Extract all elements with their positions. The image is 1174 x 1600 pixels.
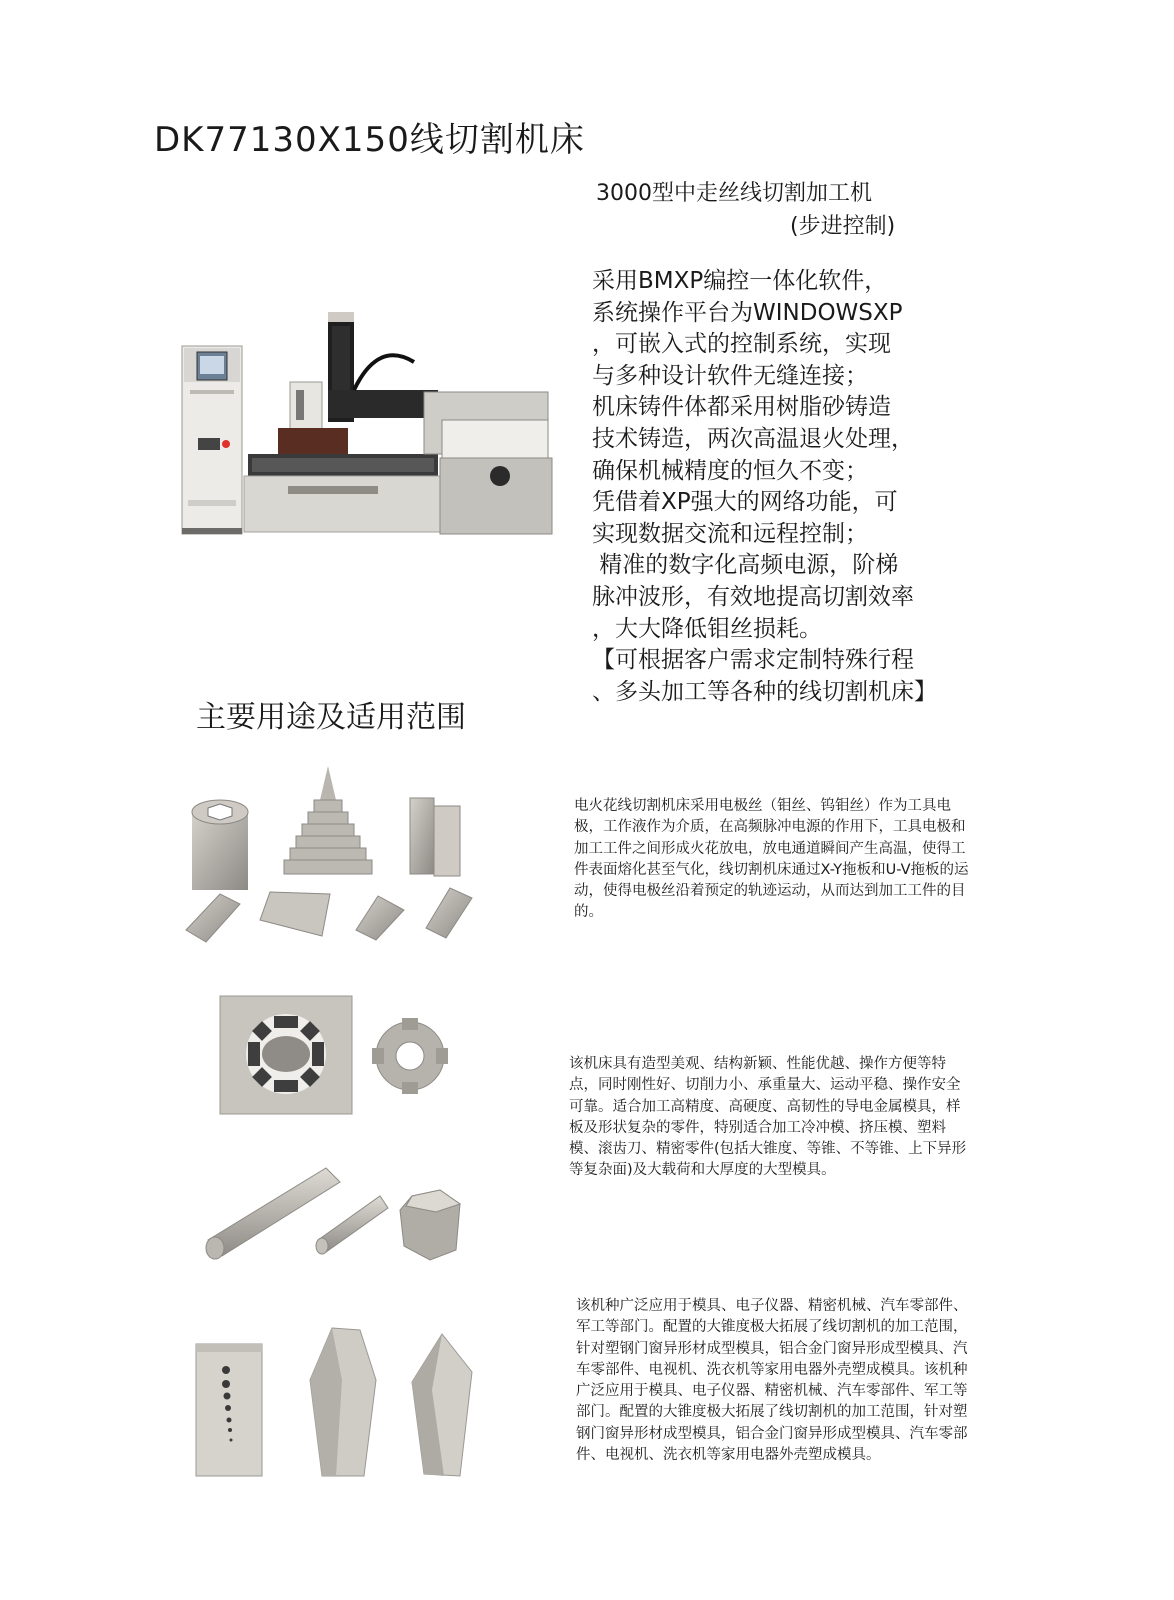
- feature-line: ，大大降低钼丝损耗。: [592, 615, 822, 642]
- sample-parts-image-4: [192, 1320, 482, 1480]
- wire-cut-machine-image: [178, 300, 558, 540]
- machine-model: 3000型中走丝线切割加工机: [596, 181, 872, 206]
- sample-parts-image-2: [214, 990, 464, 1120]
- feature-line: 与多种设计软件无缝连接；: [592, 362, 868, 389]
- feature-line: 采用BMXP编控一体化软件，: [592, 268, 888, 294]
- control-type: (步进控制): [790, 214, 896, 239]
- feature-line: 确保机械精度的恒久不变；: [592, 457, 868, 484]
- feature-line: 精准的数字化高频电源，阶梯: [592, 552, 899, 579]
- feature-line: 机床铸件体都采用树脂砂铸造: [592, 394, 891, 421]
- section-title: 主要用途及适用范围: [196, 700, 466, 735]
- feature-line: 凭借着XP强大的网络功能，可: [592, 489, 898, 516]
- feature-line: 脉冲波形，有效地提高切割效率: [592, 583, 914, 610]
- description-paragraph: 该机种广泛应用于模具、电子仪器、精密机械、汽车零部件、军工等部门。配置的大锥度极大拓展了线切割机的加工范围，针对塑钢门窗异形材成型模具，铝合金门窗异形成型模具、汽车零部件、电视机、洗衣机等家用电器外壳塑成模具。该机种广泛应用于模具、电子仪器、精密机械、汽车零部件、军工等部门。配置的大锥度极大拓展了线切割机的加工范围，针对塑钢门窗异形材成型模具，铝合金门窗异形成型模具、汽车零部件、电视机、洗衣机等家用电器外壳塑成模具。: [576, 1298, 968, 1464]
- feature-line: 技术铸造，两次高温退火处理，: [592, 425, 914, 452]
- feature-line: 【可根据客户需求定制特殊行程: [592, 647, 914, 674]
- feature-list: [592, 266, 964, 708]
- feature-line: ，可嵌入式的控制系统，实现: [592, 331, 891, 358]
- feature-line: 系统操作平台为WINDOWSXP: [592, 299, 903, 326]
- feature-line: 、多头加工等各种的线切割机床】: [592, 678, 937, 705]
- description-paragraph: 电火花线切割机床采用电极丝（钼丝、钨钼丝）作为工具电极，工作液作为介质，在高频脉冲电源的作用下，工具电极和加工工件之间形成火花放电，放电通道瞬间产生高温，使得工件表面熔化甚至气化，线切割机床通过X-Y拖板和U-V拖板的运动，使得电极丝沿着预定的轨迹运动，从而达到加工工件的目的。: [574, 798, 969, 921]
- sample-parts-image-3: [200, 1160, 470, 1270]
- sample-parts-image-1: [180, 760, 500, 950]
- feature-line: 实现数据交流和远程控制；: [592, 520, 868, 547]
- description-paragraph: 该机床具有造型美观、结构新颖、性能优越、操作方便等特点，同时刚性好、切削力小、承重量大、运动平稳、操作安全可靠。适合加工高精度、高硬度、高韧性的导电金属模具，样板及形状复杂的零件，特别适合加工冷冲模、挤压模、塑料模、滚齿刀、精密零件(包括大锥度、等锥、不等锥、上下异形等复杂面)及大载荷和大厚度的大型模具。: [569, 1056, 967, 1179]
- page-title: DK77130X150线切割机床: [154, 120, 585, 160]
